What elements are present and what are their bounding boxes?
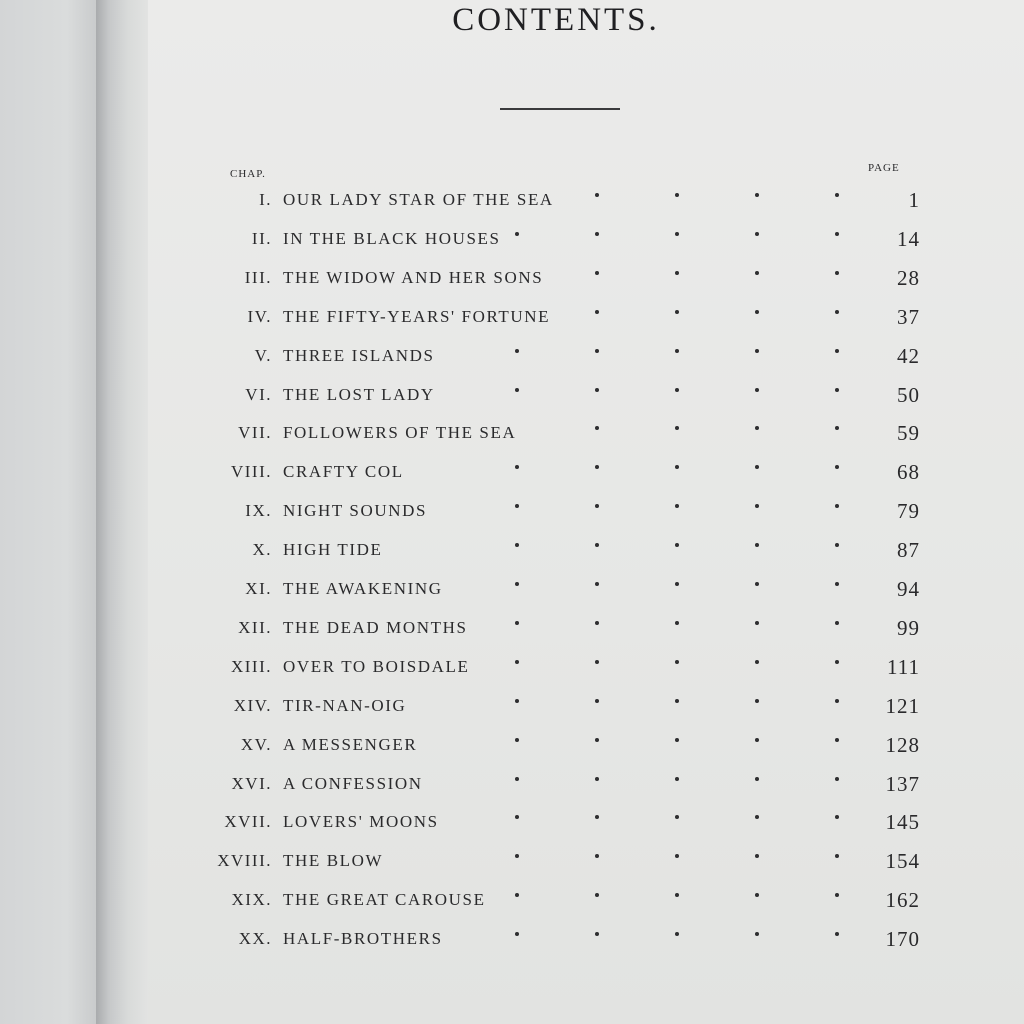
leader-dot [595,388,599,392]
chapter-number: XIII. [230,656,272,676]
leader-dot [515,543,519,547]
toc-entry [148,491,1024,529]
chapter-title: THREE ISLANDS [283,345,435,365]
leader-dot [515,621,519,625]
leader-dot [675,699,679,703]
chapter-number: V. [254,345,272,365]
leader-dot [595,426,599,430]
leader-dot [595,582,599,586]
leader-dot [835,349,839,353]
toc-entry [148,180,1024,218]
leader-dot [835,388,839,392]
page-number: 121 [885,693,920,718]
toc-entry [148,841,1024,879]
leader-dot [675,349,679,353]
leader-dot [515,854,519,858]
chapter-title: THE FIFTY-YEARS' FORTUNE [283,306,551,326]
chapter-title: OUR LADY STAR OF THE SEA [283,190,554,209]
leader-dot [515,932,519,936]
leader-dot [595,660,599,664]
leader-dot [595,310,599,314]
leader-dot [835,699,839,703]
leader-dot [675,232,679,236]
chapter-number: II. [251,228,272,248]
leader-dot [595,738,599,742]
leader-dot [515,232,519,236]
leader-dot [835,426,839,430]
leader-dot [755,349,759,353]
leader-dot [675,815,679,819]
toc-entry [148,764,1024,802]
toc-entry [148,725,1024,763]
leader-dot [595,893,599,897]
chapter-number: VII. [238,423,272,443]
chapter-number: XI. [245,579,272,598]
leader-dot [595,621,599,625]
leader-dot [835,543,839,547]
leader-dot [755,426,759,430]
toc-entry [148,919,1024,957]
leader-dot [675,932,679,936]
leader-dot [515,465,519,469]
leader-dot [755,465,759,469]
leader-dot [675,582,679,586]
page-number: 94 [897,577,920,601]
chapter-title: NIGHT SOUNDS [283,501,428,521]
page-number: 170 [885,927,920,952]
chapter-title: LOVERS' MOONS [283,812,439,832]
chapter-number: XVIII. [217,851,272,871]
leader-dot [755,582,759,586]
leader-dot [595,699,599,703]
page-number: 145 [885,810,920,835]
chapter-title: THE LOST LADY [283,384,435,404]
chapter-title: CRAFTY COL [283,462,404,482]
leader-dot [835,893,839,897]
toc-entry [148,258,1024,296]
leader-dot [675,660,679,664]
toc-entry [148,802,1024,840]
page-number: 99 [897,615,920,640]
leader-dot [675,893,679,897]
leader-dot [595,193,599,197]
leader-dot [675,193,679,197]
toc-entry [148,375,1024,413]
chapter-title: THE GREAT CAROUSE [283,890,486,910]
leader-dot [835,582,839,586]
leader-dot [515,738,519,742]
book-gutter [96,0,148,1024]
leader-dot [675,854,679,858]
leader-dot [755,932,759,936]
chapter-title: FOLLOWERS OF THE SEA [283,423,517,443]
chapter-number: XVI. [231,773,272,793]
leader-dot [835,777,839,781]
leader-dot [675,777,679,781]
chapter-title: THE AWAKENING [283,579,443,598]
page-title: CONTENTS. [452,2,660,38]
leader-dot [835,465,839,469]
toc-entry [148,452,1024,490]
leader-dot [595,271,599,275]
chapter-number: XIX. [231,890,272,910]
leader-dot [515,388,519,392]
toc-entry [148,880,1024,918]
leader-dot [755,621,759,625]
leader-dot [835,271,839,275]
page-number: 137 [885,771,920,796]
leader-dot [755,738,759,742]
chapter-number: XX. [238,929,272,949]
leader-dot [515,349,519,353]
leader-dot [675,388,679,392]
leader-dot [835,660,839,664]
leader-dot [835,738,839,742]
toc-entry [148,413,1024,451]
leader-dot [835,815,839,819]
leader-dot [835,232,839,236]
chapter-number: IV. [247,306,272,326]
leader-dot [755,699,759,703]
leader-dot [595,349,599,353]
leader-dot [755,504,759,508]
leader-dot [835,310,839,314]
toc-entry [148,647,1024,685]
toc-entry [148,569,1024,607]
leader-dot [755,232,759,236]
chapter-number: IX. [245,501,272,521]
leader-dot [755,193,759,197]
toc-entry [148,686,1024,724]
chapter-title: THE DEAD MONTHS [283,617,468,637]
leader-dot [515,660,519,664]
chapter-title: THE WIDOW AND HER SONS [283,267,544,287]
chapter-number: VI. [245,384,272,404]
page-number: 28 [897,265,920,290]
page-number: 14 [897,226,920,251]
leader-dot [515,777,519,781]
leader-dot [595,777,599,781]
leader-dot [675,310,679,314]
chapter-number: XII. [238,617,272,637]
leader-dot [595,854,599,858]
leader-dot [675,738,679,742]
page-number: 87 [897,538,920,563]
leader-dot [755,543,759,547]
leader-dot [675,271,679,275]
leader-dot [755,777,759,781]
chapter-title: HALF-BROTHERS [283,929,443,949]
page-number: 42 [897,343,920,368]
chapter-number: III. [244,267,272,287]
page-number: 79 [897,499,920,524]
leader-dot [595,932,599,936]
leader-dot [595,815,599,819]
chapter-number: X. [252,540,272,560]
leader-dot [595,543,599,547]
leader-dot [515,504,519,508]
chapter-number: XV. [240,734,272,754]
leader-dot [515,893,519,897]
toc-entry [148,530,1024,568]
leader-dot [755,815,759,819]
page-number: 154 [885,849,920,874]
leader-dot [595,504,599,508]
leader-dot [835,854,839,858]
leader-dot [675,465,679,469]
chapter-title: OVER TO BOISDALE [283,656,470,676]
chapter-title: TIR-NAN-OIG [283,695,407,715]
facing-page-edge [0,0,96,1024]
page-number: 128 [885,732,920,757]
contents-page [148,0,1024,1024]
leader-dot [675,621,679,625]
chapter-title: IN THE BLACK HOUSES [283,228,501,248]
page-number: 162 [885,888,920,913]
chapter-title: A MESSENGER [283,734,418,754]
chapter-number: VIII. [230,462,272,482]
chapter-column-header: CHAP. [230,168,266,180]
page-number: 50 [897,382,920,407]
toc-entry [148,608,1024,646]
leader-dot [595,465,599,469]
page-number: 68 [897,460,920,485]
toc-entry [148,219,1024,257]
leader-dot [835,193,839,197]
leader-dot [835,621,839,625]
leader-dot [515,582,519,586]
leader-dot [835,504,839,508]
leader-dot [595,232,599,236]
toc-entry [148,297,1024,335]
toc-entry [148,336,1024,374]
title-rule [500,108,620,110]
leader-dot [675,504,679,508]
leader-dot [755,388,759,392]
page-number: 59 [897,421,920,446]
leader-dot [515,699,519,703]
chapter-title: THE BLOW [283,851,384,871]
leader-dot [755,854,759,858]
chapter-number: XIV. [233,695,272,715]
leader-dot [755,271,759,275]
chapter-number: XVII. [224,812,272,832]
leader-dot [755,660,759,664]
leader-dot [675,426,679,430]
leader-dot [675,543,679,547]
page-column-header: PAGE [868,162,900,174]
chapter-number: I. [259,190,272,209]
leader-dot [835,932,839,936]
page-number: 1 [908,188,920,212]
page-number: 111 [887,654,920,679]
chapter-title: A CONFESSION [283,773,423,793]
chapter-title: HIGH TIDE [283,540,383,560]
leader-dot [515,815,519,819]
leader-dot [755,310,759,314]
page-number: 37 [897,304,920,329]
leader-dot [755,893,759,897]
